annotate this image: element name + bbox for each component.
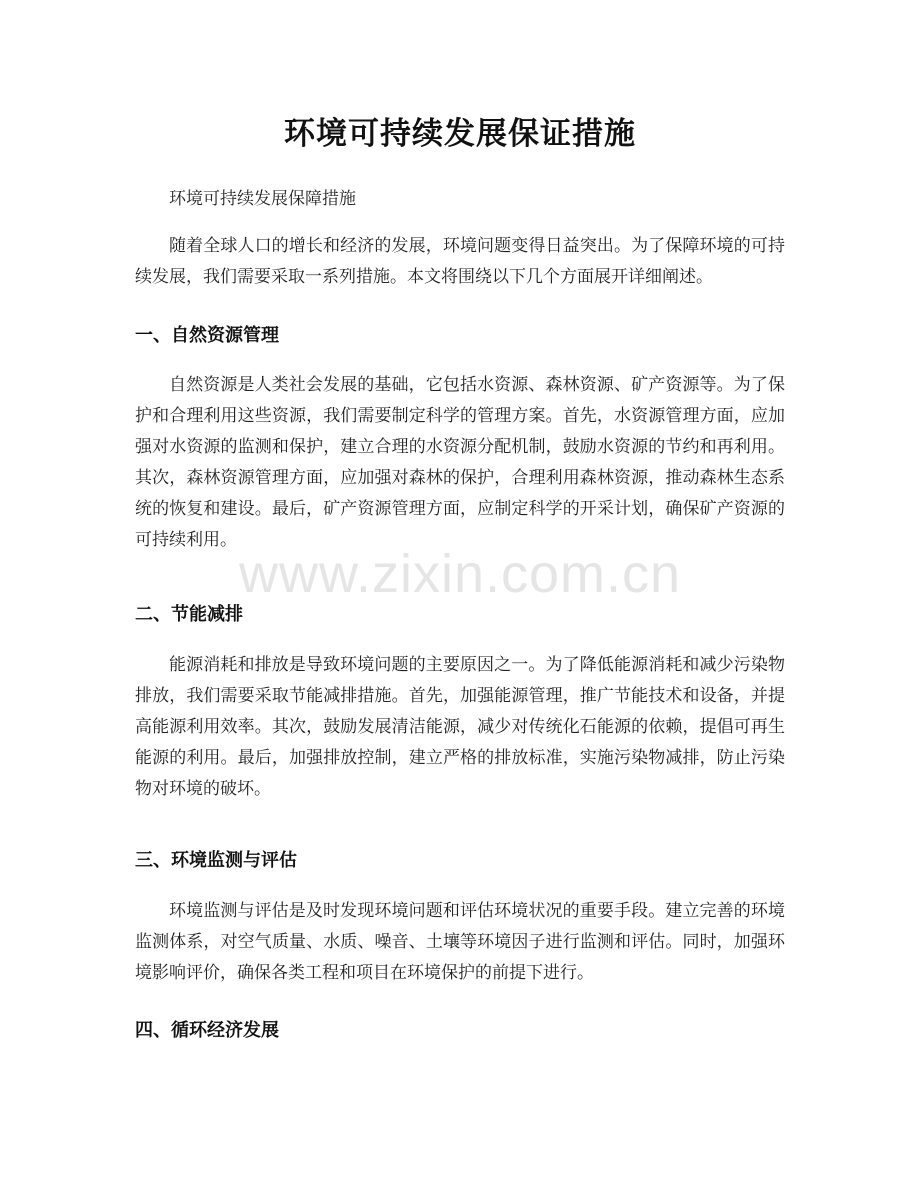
section-heading-energy-saving: 二、节能减排 (135, 604, 243, 625)
section-heading-natural-resources: 一、自然资源管理 (135, 325, 279, 346)
intro-paragraph: 随着全球人口的增长和经济的发展，环境问题变得日益突出。为了保障环境的可持续发展，我们需要采取一系列措施。本文将围绕以下几个方面展开详细阐述。 (135, 236, 785, 287)
section-body-natural-resources: 自然资源是人类社会发展的基础，它包括水资源、森林资源、矿产资源等。为了保护和合理利用这些资源，我们需要制定科学的管理方案。首先，水资源管理方面，应加强对水资源的监测和保护，建立合理的水资源分配机制，鼓励水资源的节约和再利用。其次，森林资源管理方面，应加强对森林的保护，合理利用森林资源，推动森林生态系统的恢复和建设。最后，矿产资源管理方面，应制定科学的开采计划，确保矿产资源的可持续利用。 (135, 375, 785, 550)
section-body-monitoring: 环境监测与评估是及时发现环境问题和评估环境状况的重要手段。建立完善的环境监测体系，对空气质量、水质、噪音、土壤等环境因子进行监测和评估。同时，加强环境影响评价，确保各类工程和项目在环境保护的前提下进行。 (135, 901, 785, 983)
section-heading-circular-economy: 四、循环经济发展 (135, 1020, 279, 1041)
section-body-energy-saving: 能源消耗和排放是导致环境问题的主要原因之一。为了降低能源消耗和减少污染物排放，我们需要采取节能减排措施。首先，加强能源管理，推广节能技术和设备，并提高能源利用效率。其次，鼓励发展清洁能源，减少对传统化石能源的依赖，提倡可再生能源的利用。最后，加强排放控制，建立严格的排放标准，实施污染物减排，防止污染物对环境的破坏。 (135, 655, 785, 799)
section-heading-monitoring: 三、环境监测与评估 (135, 850, 297, 871)
page-title: 环境可持续发展保证措施 (284, 116, 636, 152)
document-subtitle: 环境可持续发展保障措施 (169, 189, 356, 209)
watermark: www.zixin.com.cn (238, 544, 682, 604)
